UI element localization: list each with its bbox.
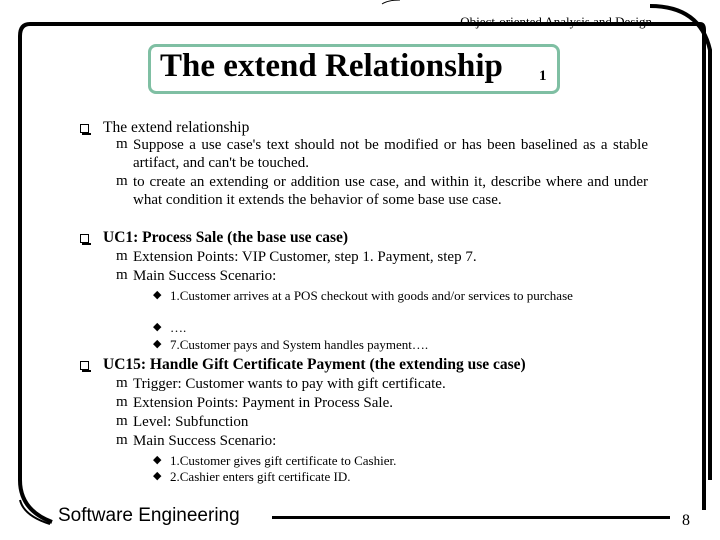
circle-bullet-icon: m [116,173,128,189]
step-item: …. [170,320,187,335]
bullet-item: UC15: Handle Gift Certificate Payment (the extending use case) [103,356,526,373]
course-header: Object-oriented Analysis and Design [460,14,652,29]
diamond-bullet-icon: ◆ [153,454,162,466]
footer-label: Software Engineering [58,505,240,526]
bullet-item: UC1: Process Sale (the base use case) [103,229,349,246]
circle-bullet-icon: m [116,413,128,429]
diamond-bullet-icon: ◆ [153,470,162,482]
step-item: 2.Cashier enters gift certificate ID. [170,469,351,484]
page-number: 8 [682,512,690,529]
sub-bullet-item: Extension Points: VIP Customer, step 1. Payment, step 7. [133,249,477,265]
circle-bullet-icon: m [116,136,128,152]
circle-bullet-icon: m [116,267,128,283]
sub-bullet-item: Main Success Scenario: [133,433,277,449]
sub-bullet-item: Trigger: Customer wants to pay with gift certificate. [133,376,446,392]
sub-bullet-item: Main Success Scenario: [133,268,277,284]
square-bullet-icon [80,124,89,133]
diamond-bullet-icon: ◆ [153,338,162,350]
circle-bullet-icon: m [116,248,128,264]
circle-bullet-icon: m [116,375,128,391]
square-bullet-icon [80,361,89,370]
circle-bullet-icon: m [116,394,128,410]
circle-bullet-icon: m [116,432,128,448]
step-item: 1.Customer arrives at a POS checkout with goods and/or services to purchase [170,288,573,303]
square-bullet-icon [80,234,89,243]
diamond-bullet-icon: ◆ [153,321,162,333]
slide-title-number: 1 [539,68,547,84]
sub-bullet-item: Suppose a use case's text should not be modified or has been baselined as a stable artifact, and can't be touched. [133,137,648,171]
slide-title: The extend Relationship [160,48,503,84]
diamond-bullet-icon: ◆ [153,289,162,301]
sub-bullet-item: to create an extending or addition use case, and within it, describe where and under what condition it extends the behavior of some base use case. [133,174,648,208]
bullet-item: The extend relationship [103,119,250,136]
step-item: 1.Customer gives gift certificate to Cashier. [170,453,397,468]
sub-bullet-item: Level: Subfunction [133,414,249,430]
footer-divider [272,516,670,519]
sub-bullet-item: Extension Points: Payment in Process Sale. [133,395,393,411]
step-item: 7.Customer pays and System handles payment…. [170,337,429,352]
